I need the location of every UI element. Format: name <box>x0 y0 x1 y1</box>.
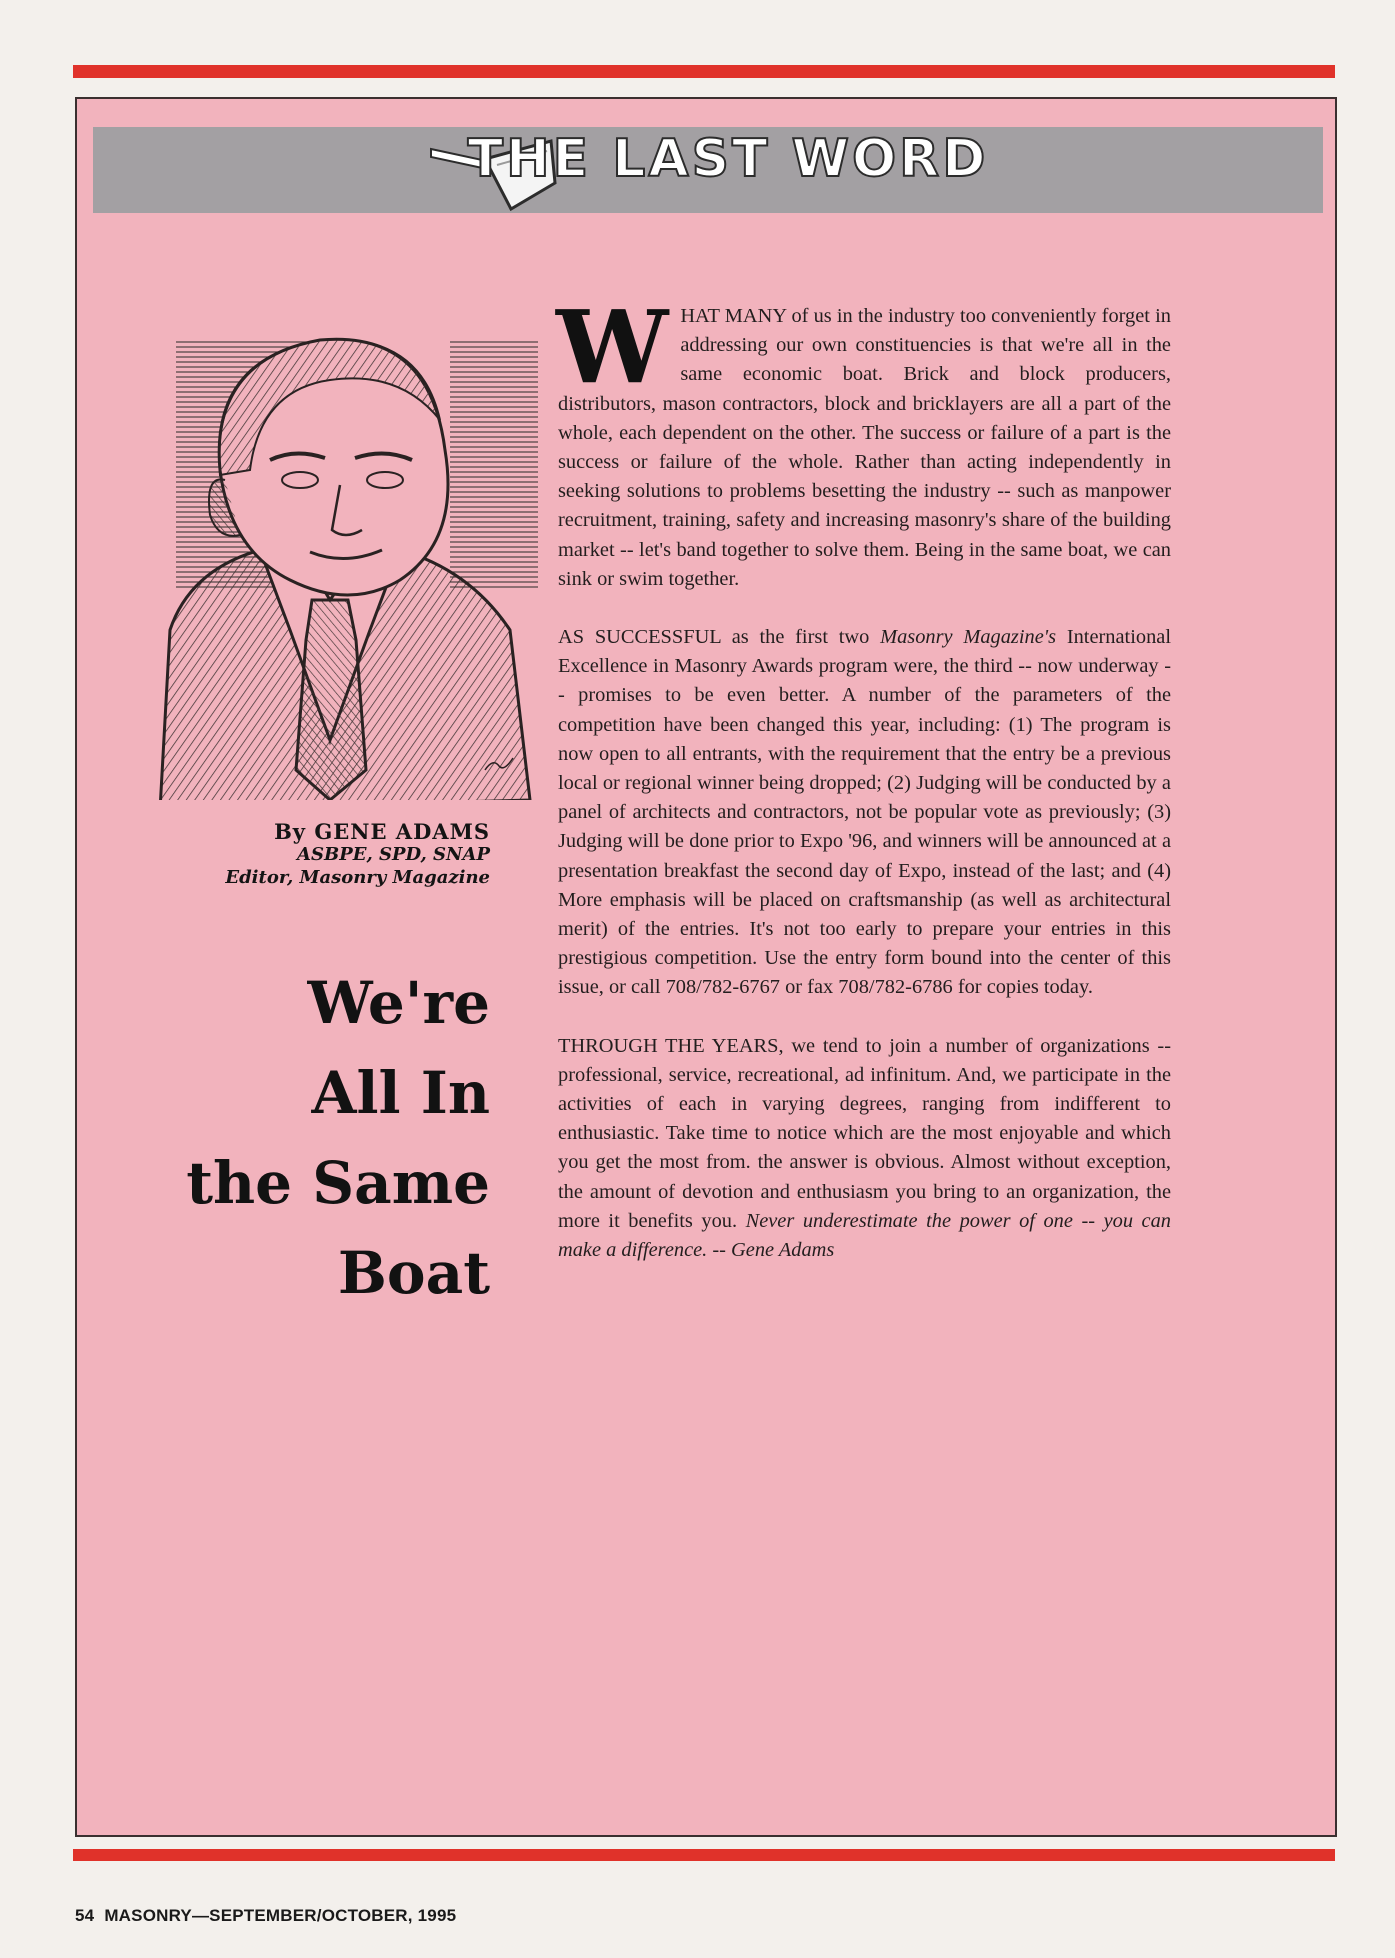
paragraph-text: THROUGH THE YEARS, we tend to join a number of organizations -- professional, service, recreational, ad infinitum. And, we participate in the activities of each in varying degrees, ranging from indifferent to enthusiastic. Take time to notice which are the most enjoyable and which you get the most from. the answer is obvious. Almost without exception, the amount of devotion and enthusiasm you bring to an organization, the more it benefits you. <box>558 1034 1171 1232</box>
headline-line: Boat <box>337 1239 490 1307</box>
column-banner <box>93 127 1323 213</box>
headline-line: We're <box>307 969 490 1037</box>
author-portrait-illustration <box>100 300 540 800</box>
article-paragraph <box>558 1032 1171 1266</box>
article-headline <box>70 958 490 1318</box>
author-byline <box>70 820 490 889</box>
paragraph-text: International Excellence in Masonry Awards program were, the third -- now underway -- promises to be even better. A number of the parameters of the competition have been changed this year, including: (1) The program is now open to all entrants, with the requirement that the entry be a previous local or regional winner being dropped; (2) Judging will be conducted by a panel of architects and contractors, not be popular vote as previously; (3) Judging will be done prior to Expo '96, and winners will be announced at a presentation breakfast the second day of Expo, instead of the last; and (4) More emphasis will be placed on craftsmanship (as well as architectural merit) of the entries. It's not too early to prepare your entries in this prestigious competition. Use the entry form bound into the center of this issue, or call 708/782-6767 or fax 708/782-6786 for copies today. <box>558 626 1171 999</box>
page-footer <box>75 1906 456 1926</box>
publication-info: MASONRY—SEPTEMBER/OCTOBER, 1995 <box>104 1906 457 1925</box>
author-credentials: ASBPE, SPD, SNAP <box>297 844 490 865</box>
article-paragraph <box>558 623 1171 1003</box>
paragraph-text: HAT MANY of us in the industry too conveniently forget in addressing our own constituencies is that we're all in the same economic boat. Brick and block producers, distributors, mason contractors, block and bricklayers are all a part of the whole, each dependent on the other. The success or failure of a part is the success or failure of the whole. Rather than acting independently in seeking solutions to problems besetting the industry -- such as manpower recruitment, training, safety and increasing masonry's share of the building market -- let's band together to solve them. Being in the same boat, we can sink or swim together. <box>558 305 1171 590</box>
bottom-rule <box>73 1849 1335 1861</box>
article-body <box>556 288 1171 1294</box>
author-role: Editor, Masonry Magazine <box>225 867 490 888</box>
paragraph-text: AS SUCCESSFUL as the first two <box>558 626 881 649</box>
author-name: By GENE ADAMS <box>274 819 490 844</box>
top-rule <box>73 65 1335 78</box>
drop-cap: W <box>556 288 669 406</box>
headline-line: the Same <box>186 1149 490 1217</box>
banner-title: THE LAST WORD <box>467 129 989 189</box>
article-paragraph <box>556 288 1171 594</box>
magazine-name: Masonry Magazine's <box>880 626 1057 649</box>
headline-line: All In <box>311 1059 490 1127</box>
closing-quote: Never underestimate the power of one -- you can make a difference. -- Gene Adams <box>558 1209 1171 1262</box>
page-number: 54 <box>75 1906 95 1925</box>
